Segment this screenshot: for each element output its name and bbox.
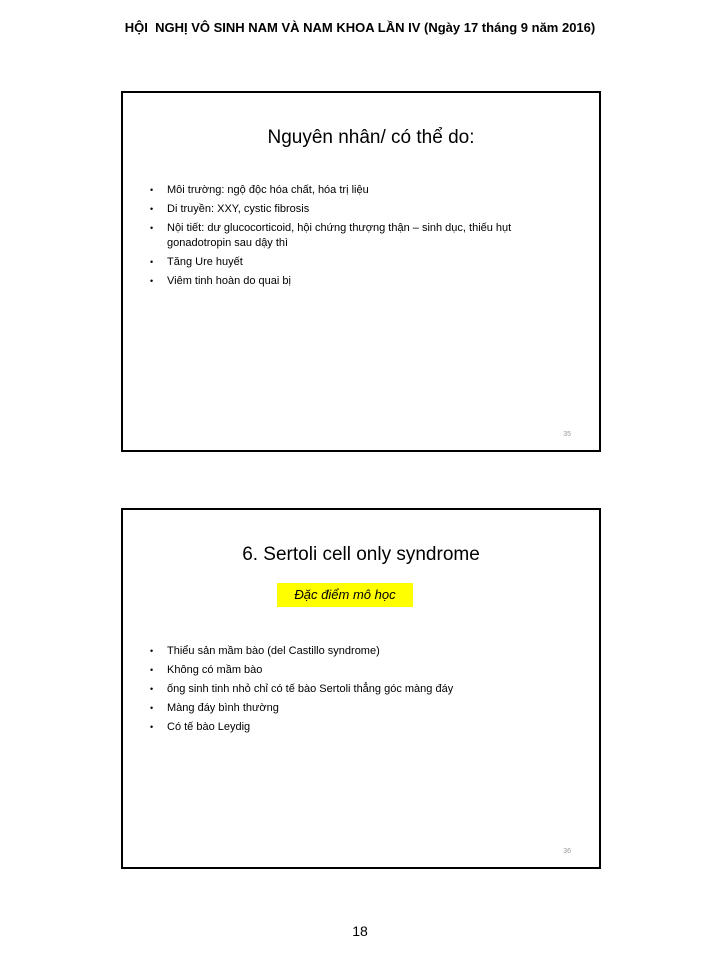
- list-item: [123, 183, 563, 198]
- list-item: [123, 255, 563, 270]
- list-item-text: ống sinh tinh nhỏ chỉ có tế bào Sertoli thẳng góc màng đáy: [167, 683, 454, 695]
- bullet-icon: •: [150, 684, 154, 694]
- list-item-text: Không có mầm bào: [167, 664, 263, 676]
- slide-number: 35: [563, 431, 571, 438]
- slide-title: Nguyên nhân/ có thể do:: [267, 127, 475, 148]
- list-item-text: Có tế bào Leydig: [167, 721, 251, 733]
- document-header: HỘI NGHỊ VÔ SINH NAM VÀ NAM KHOA LẦN IV (Ngày 17 tháng 9 năm 2016): [124, 20, 596, 35]
- bullet-icon: •: [150, 223, 154, 233]
- page-number: 18: [352, 923, 368, 939]
- bullet-icon: •: [150, 646, 154, 656]
- list-item-text: Nội tiết: dư glucocorticoid, hội chứng thượng thận – sinh dục, thiếu hụt gonadotropin sau dậy thì: [167, 222, 512, 249]
- bullet-icon: •: [150, 204, 154, 214]
- list-item: [123, 701, 563, 716]
- list-item: [123, 274, 563, 289]
- list-item-text: Viêm tinh hoàn do quai bị: [167, 275, 291, 287]
- list-item: [123, 221, 563, 251]
- list-item-text: Môi trường: ngộ độc hóa chất, hóa trị liệu: [167, 184, 369, 196]
- bullet-icon: •: [150, 185, 154, 195]
- bullet-icon: •: [150, 665, 154, 675]
- bullet-icon: •: [150, 257, 154, 267]
- slide-35: [121, 91, 601, 452]
- list-item: [123, 663, 563, 678]
- slide-number: 36: [563, 848, 571, 855]
- list-item: [123, 720, 563, 735]
- highlight-label: Đặc điểm mô học: [277, 583, 413, 607]
- slide-36: [121, 508, 601, 869]
- bullet-icon: •: [150, 703, 154, 713]
- bullet-list: [123, 183, 563, 293]
- slide-title: 6. Sertoli cell only syndrome: [242, 544, 480, 565]
- list-item-text: Thiểu sản mầm bào (del Castillo syndrome): [167, 645, 380, 657]
- list-item-text: Tăng Ure huyết: [167, 256, 243, 268]
- list-item-text: Di truyền: XXY, cystic fibrosis: [167, 203, 310, 215]
- bullet-list: [123, 644, 563, 739]
- bullet-icon: •: [150, 722, 154, 732]
- bullet-icon: •: [150, 276, 154, 286]
- list-item: [123, 644, 563, 659]
- list-item: [123, 682, 563, 697]
- list-item: [123, 202, 563, 217]
- list-item-text: Màng đáy bình thường: [167, 702, 279, 714]
